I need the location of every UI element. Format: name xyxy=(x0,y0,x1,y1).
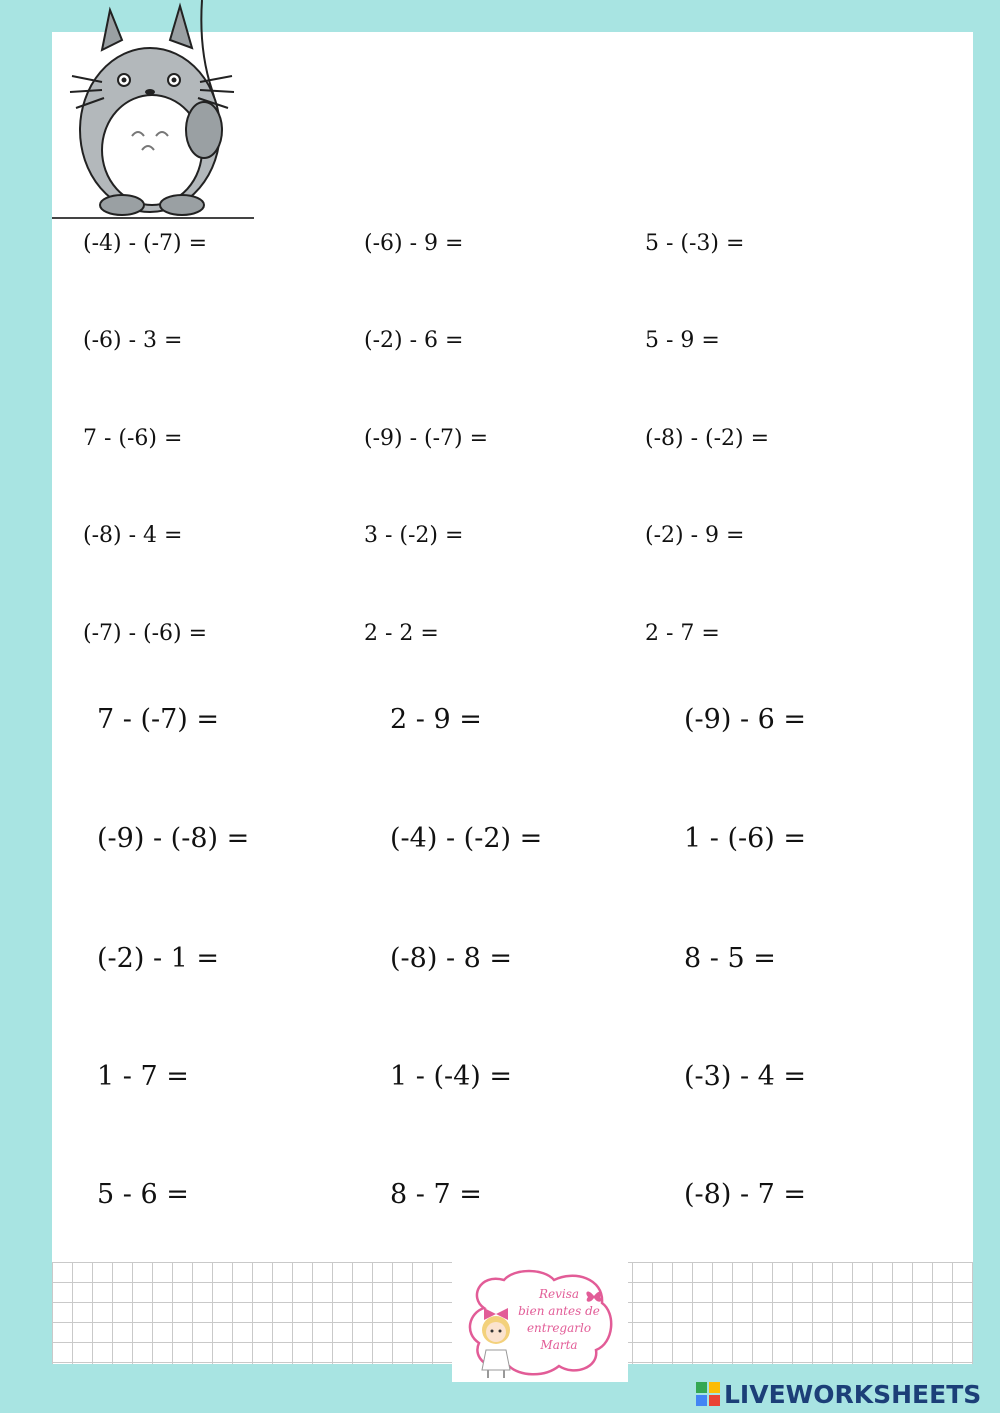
exercise[interactable]: (-2) - 1 = xyxy=(97,943,220,974)
brand-name: LIVEWORKSHEETS xyxy=(724,1379,982,1409)
exercise[interactable]: 5 - (-3) = xyxy=(645,231,745,256)
exercise[interactable]: 7 - (-7) = xyxy=(97,704,220,735)
exercise[interactable]: 2 - 7 = xyxy=(645,621,720,646)
exercise[interactable]: (-2) - 9 = xyxy=(645,523,745,548)
note-line: Marta xyxy=(540,1338,578,1352)
liveworksheets-logo-icon xyxy=(696,1382,720,1406)
exercise[interactable]: (-4) - (-7) = xyxy=(83,231,208,256)
exercise[interactable]: (-9) - (-8) = xyxy=(97,823,250,854)
exercise[interactable]: (-9) - 6 = xyxy=(684,704,807,735)
exercise[interactable]: 5 - 9 = xyxy=(645,328,720,353)
exercise[interactable]: (-7) - (-6) = xyxy=(83,621,208,646)
exercise[interactable]: 8 - 7 = xyxy=(390,1179,482,1210)
exercise[interactable]: 1 - (-4) = xyxy=(390,1061,513,1092)
exercise[interactable]: 3 - (-2) = xyxy=(364,523,464,548)
header-divider xyxy=(52,217,254,219)
note-line: entregarlo xyxy=(526,1321,592,1335)
exercise[interactable]: (-3) - 4 = xyxy=(684,1061,807,1092)
exercise[interactable]: (-8) - 8 = xyxy=(390,943,513,974)
exercise[interactable]: 7 - (-6) = xyxy=(83,426,183,451)
exercise[interactable]: 2 - 9 = xyxy=(390,704,482,735)
exercise[interactable]: (-2) - 6 = xyxy=(364,328,464,353)
note-text xyxy=(500,1286,618,1354)
exercise[interactable]: (-6) - 3 = xyxy=(83,328,183,353)
exercise[interactable]: (-8) - (-2) = xyxy=(645,426,770,451)
totoro-character-icon xyxy=(62,0,262,222)
exercise[interactable]: 2 - 2 = xyxy=(364,621,439,646)
liveworksheets-logo[interactable] xyxy=(696,1378,981,1410)
exercise[interactable]: (-8) - 4 = xyxy=(83,523,183,548)
exercise[interactable]: (-9) - (-7) = xyxy=(364,426,489,451)
exercise[interactable]: 1 - (-6) = xyxy=(684,823,807,854)
exercise[interactable]: 8 - 5 = xyxy=(684,943,776,974)
exercise[interactable]: 1 - 7 = xyxy=(97,1061,189,1092)
note-line: Revisa xyxy=(538,1287,580,1301)
exercise[interactable]: 5 - 6 = xyxy=(97,1179,189,1210)
note-line: bien antes de xyxy=(518,1304,600,1318)
exercise[interactable]: (-8) - 7 = xyxy=(684,1179,807,1210)
exercise[interactable]: (-4) - (-2) = xyxy=(390,823,543,854)
exercise[interactable]: (-6) - 9 = xyxy=(364,231,464,256)
